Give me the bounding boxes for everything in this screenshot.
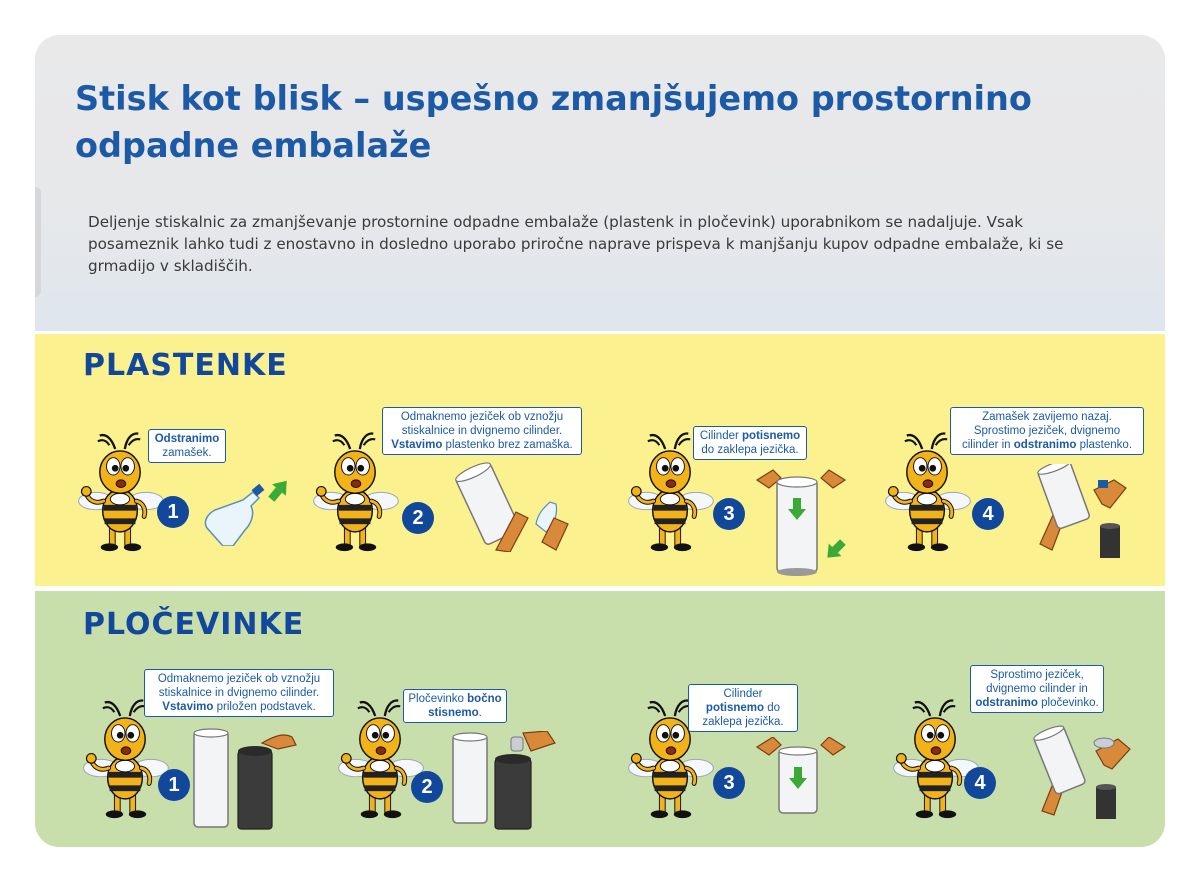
bubble-bold-text: Vstavimo (391, 439, 443, 451)
bubble-text: zamašek. (162, 447, 212, 459)
speech-bubble (403, 689, 507, 723)
plocevinke-step-1 (80, 673, 360, 847)
plocevinke-step-2 (335, 691, 615, 847)
bubble-text: Sprostimo jeziček, dvignemo cilinder in (986, 669, 1088, 695)
remove-bottle-illustration-icon (1014, 464, 1134, 559)
speech-bubble (950, 407, 1144, 455)
speech-bubble (144, 669, 334, 717)
info-card (35, 35, 1165, 847)
can-insert-illustration-icon (451, 731, 561, 831)
plocevinke-step-4 (890, 669, 1165, 847)
intro-section (35, 35, 1165, 331)
bubble-bold-text: odstranimo (975, 697, 1038, 709)
bubble-text: do zaklepa jezička. (701, 444, 799, 456)
step-number-badge: 1 (158, 769, 190, 801)
speech-bubble (688, 684, 798, 732)
press-cylinder-illustration-icon (446, 462, 576, 552)
page-title: Stisk kot blisk – uspešno zmanjšujemo prostornino odpadne embalaže (75, 79, 1032, 165)
bubble-text: Odmaknemo jeziček ob vznožju stiskalnice in dvignemo cilinder. (157, 673, 321, 699)
bubble-text: pločevinko. (1037, 697, 1099, 709)
bubble-bold-text: potisnemo (742, 430, 801, 442)
remove-can-illustration-icon (1000, 721, 1140, 821)
plocevinke-title: PLOČEVINKE (83, 607, 305, 642)
plastenke-title: PLASTENKE (83, 348, 288, 383)
bubble-text: priložen podstavek. (213, 701, 316, 713)
plocevinke-section (35, 591, 1165, 847)
press-open-illustration-icon (188, 721, 328, 831)
bubble-text: Cilinder (723, 688, 763, 700)
bee-mascot-icon (890, 691, 980, 821)
step-number-badge: 1 (157, 496, 189, 528)
bubble-bold-text: bočno stisnemo (428, 693, 502, 719)
can-press-down-illustration-icon (751, 737, 851, 837)
bubble-text: Odmaknemo jeziček ob vznožju stiskalnice in dvignemo cilinder. (400, 411, 564, 437)
speech-bubble (693, 426, 807, 460)
bubble-bold-text: Odstranimo (154, 433, 220, 445)
speech-bubble (970, 665, 1104, 713)
intro-side-tab (35, 187, 41, 297)
step-number-badge: 3 (713, 498, 745, 530)
step-number-badge: 2 (402, 502, 434, 534)
step-number-badge: 4 (972, 498, 1004, 530)
step-number-badge: 2 (411, 771, 443, 803)
plocevinke-step-3 (625, 688, 905, 847)
bubble-text: Cilinder (699, 430, 743, 442)
bubble-text: plastenko brez zamaška. (442, 439, 573, 451)
bubble-bold-text: potisnemo (705, 702, 765, 714)
intro-paragraph: Deljenje stiskalnic za zmanjševanje prostornine odpadne embalaže (plastenk in pločevink) uporabnikom se nadaljuje. Vsak posameznik lahko tudi z enostavno in dosledno uporabo priročne naprave prispeva k manjšanju kupov odpadne embalaže, ki se grmadijo v skladiščih. (88, 213, 1064, 275)
speech-bubble (148, 429, 226, 463)
bubble-text: do zaklepa jezička. (702, 702, 784, 728)
plastenke-section (35, 334, 1165, 586)
speech-bubble (382, 407, 582, 455)
step-number-badge: 3 (713, 767, 745, 799)
bubble-text: plastenko. (1076, 439, 1133, 451)
bubble-bold-text: odstranimo (1013, 439, 1077, 451)
bubble-text: Zamašek zavijemo nazaj. Sprostimo jeziček, dvignemo cilinder in (961, 411, 1121, 451)
bubble-text: Pločevinko (408, 693, 468, 705)
press-down-illustration-icon (751, 468, 851, 578)
bubble-bold-text: Vstavimo (162, 701, 214, 713)
step-number-badge: 4 (964, 767, 996, 799)
bubble-text: . (478, 707, 482, 719)
bottle-illustration-icon (193, 466, 293, 546)
